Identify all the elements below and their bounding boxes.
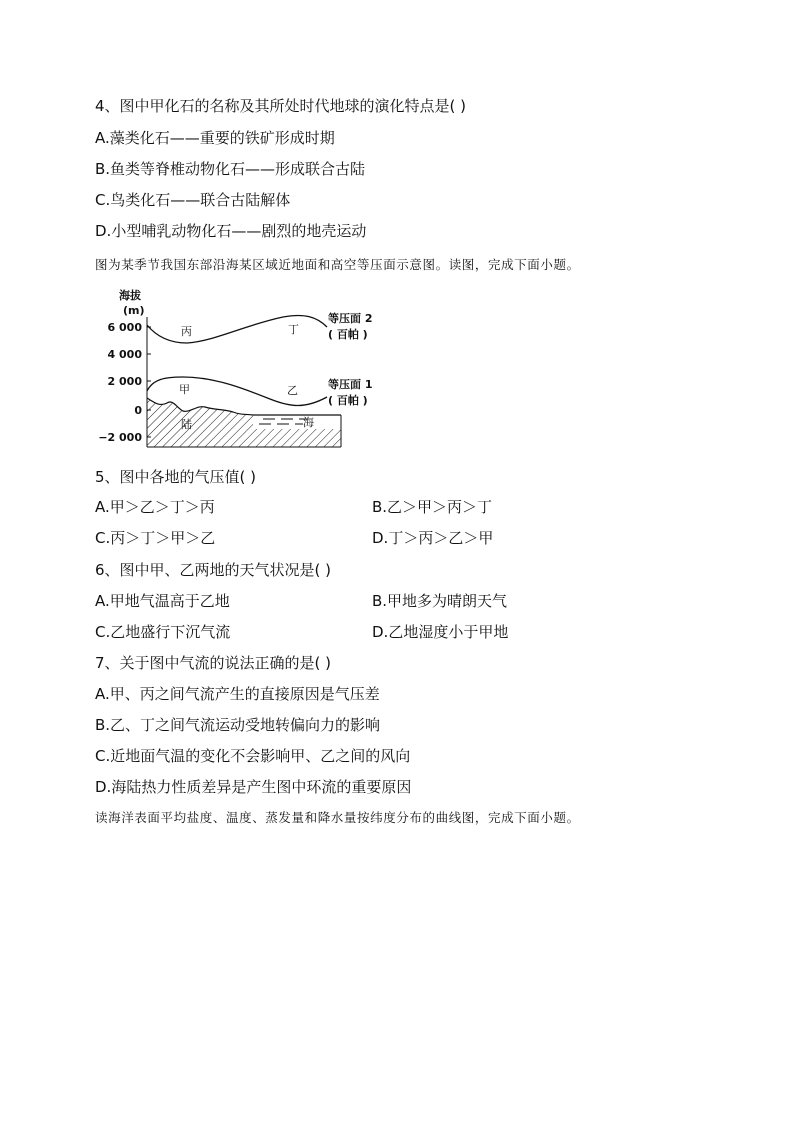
isobaric-surface-1-curve xyxy=(147,377,327,406)
land-area xyxy=(147,395,253,447)
surface-1-name: 等压面 1 xyxy=(328,378,373,391)
q4-option-b: B.鱼类等脊椎动物化石——形成联合古陆 xyxy=(95,160,366,178)
y-axis-title: 海拔 xyxy=(119,289,141,302)
surface-2-name: 等压面 2 xyxy=(328,312,373,325)
surface-2-unit: ( 百帕 ) xyxy=(328,328,368,341)
q5-option-b: B.乙＞甲＞丙＞丁 xyxy=(372,498,493,516)
q5-option-a: A.甲＞乙＞丁＞丙 xyxy=(95,498,215,516)
q4-option-d: D.小型哺乳动物化石——剧烈的地壳运动 xyxy=(95,222,367,240)
q4-option-c: C.鸟类化石——联合古陆解体 xyxy=(95,191,291,209)
tick-0: 0 xyxy=(134,404,142,417)
q7-option-a: A.甲、丙之间气流产生的直接原因是气压差 xyxy=(95,685,380,703)
surface-1-unit: ( 百帕 ) xyxy=(328,394,368,407)
q7-option-c: C.近地面气温的变化不会影响甲、乙之间的风向 xyxy=(95,747,411,765)
label-jia: 甲 xyxy=(179,383,190,396)
isobaric-surface-2-curve xyxy=(147,315,327,343)
sea-water xyxy=(253,415,341,429)
q7-option-b: B.乙、丁之间气流运动受地转偏向力的影响 xyxy=(95,716,381,734)
q6-option-c: C.乙地盛行下沉气流 xyxy=(95,623,231,641)
q4-option-a: A.藻类化石——重要的铁矿形成时期 xyxy=(95,129,335,147)
q5-option-c: C.丙＞丁＞甲＞乙 xyxy=(95,529,216,547)
q4-stem: 4、图中甲化石的名称及其所处时代地球的演化特点是( ) xyxy=(95,97,467,115)
label-land: 陆 xyxy=(181,418,192,431)
q5-option-d: D.丁＞丙＞乙＞甲 xyxy=(372,529,494,547)
q6-option-a: A.甲地气温高于乙地 xyxy=(95,592,230,610)
y-axis-unit: (m) xyxy=(123,304,145,317)
label-bing: 丙 xyxy=(181,325,192,338)
label-yi: 乙 xyxy=(287,384,298,397)
q6-option-d: D.乙地湿度小于甲地 xyxy=(372,623,509,641)
intro-ocean-curves: 读海洋表面平均盐度、温度、蒸发量和降水量按纬度分布的曲线图，完成下面小题。 xyxy=(95,810,580,825)
label-ding: 丁 xyxy=(288,323,299,336)
q6-option-b: B.甲地多为晴朗天气 xyxy=(372,592,508,610)
q7-option-d: D.海陆热力性质差异是产生图中环流的重要原因 xyxy=(95,778,412,796)
label-sea: 海 xyxy=(303,416,314,429)
tick-4000: 4 000 xyxy=(107,348,142,361)
tick-6000: 6 000 xyxy=(107,321,142,334)
isobaric-surface-diagram xyxy=(95,285,395,450)
q7-stem: 7、关于图中气流的说法正确的是( ) xyxy=(95,654,332,672)
intro-pressure-diagram: 图为某季节我国东部沿海某区域近地面和高空等压面示意图。读图，完成下面小题。 xyxy=(95,257,580,272)
q6-stem: 6、图中甲、乙两地的天气状况是( ) xyxy=(95,561,332,579)
q5-stem: 5、图中各地的气压值( ) xyxy=(95,468,257,486)
tick-minus-2000: −2 000 xyxy=(98,431,142,444)
tick-2000: 2 000 xyxy=(107,375,142,388)
